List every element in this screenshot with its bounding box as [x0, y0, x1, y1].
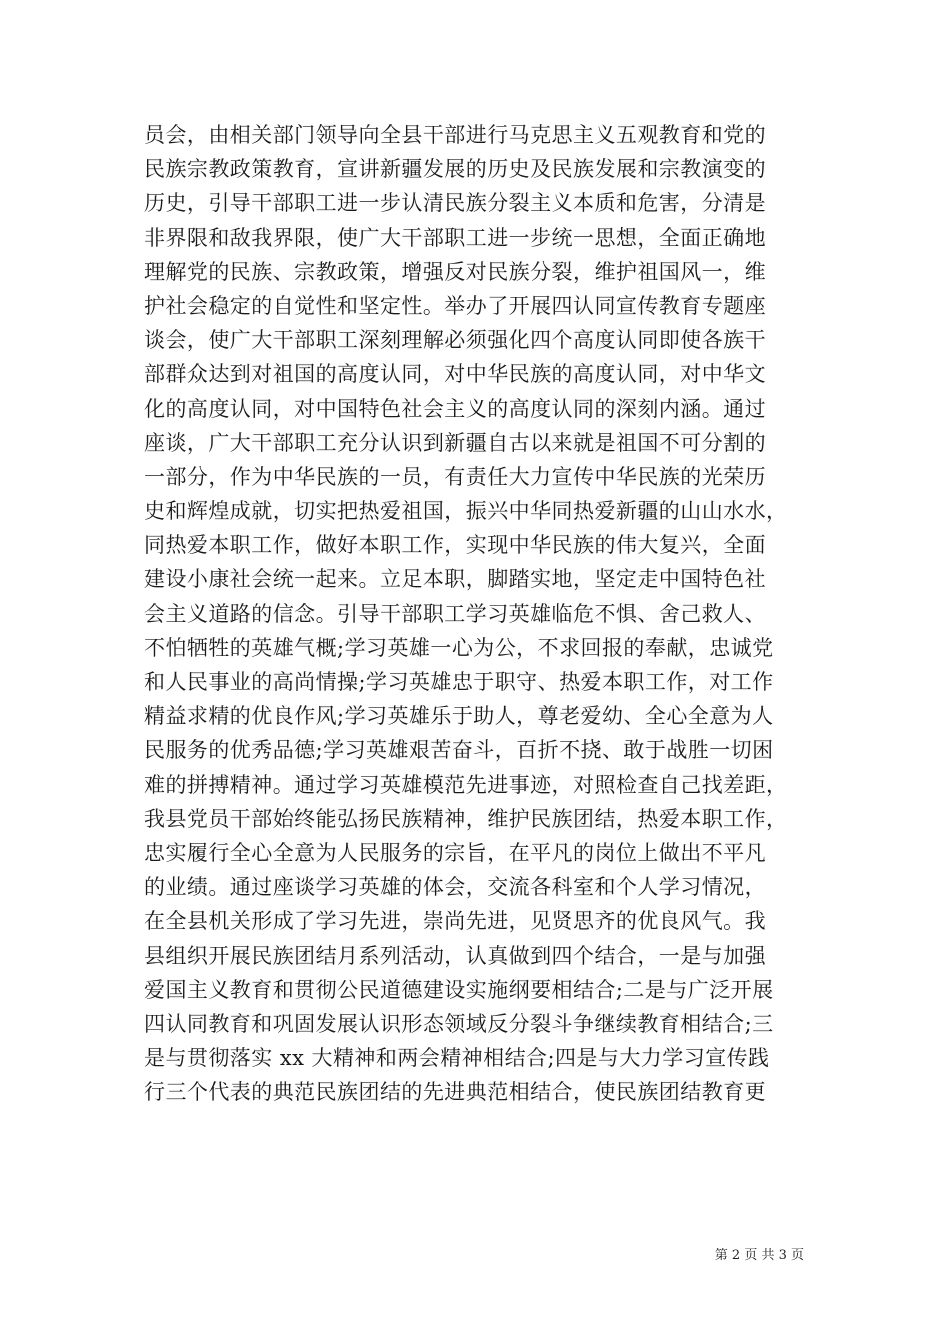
- text-line: 民服务的优秀品德;学习英雄艰苦奋斗，百折不挠、敢于战胜一切困: [144, 738, 774, 763]
- text-line: 难的拼搏精神。通过学习英雄模范先进事迹，对照检查自己找差距，: [144, 772, 788, 797]
- text-line: 忠实履行全心全意为人民服务的宗旨，在平凡的岗位上做出不平凡: [144, 840, 767, 865]
- text-line: 一部分，作为中华民族的一员，有责任大力宣传中华民族的光荣历: [144, 464, 767, 489]
- text-line: 是与贯彻落实 xx 大精神和两会精神相结合;四是与大力学习宣传践: [144, 1046, 770, 1071]
- text-line: 民族宗教政策教育，宣讲新疆发展的历史及民族发展和宗教演变的: [144, 157, 767, 182]
- text-line: 史和辉煌成就，切实把热爱祖国，振兴中华同热爱新疆的山山水水，: [144, 499, 788, 524]
- text-line: 同热爱本职工作，做好本职工作，实现中华民族的伟大复兴，全面: [144, 533, 767, 558]
- text-line: 四认同教育和巩固发展认识形态领域反分裂斗争继续教育相结合;三: [144, 1011, 774, 1036]
- page-number: 第 2 页 共 3 页: [714, 1248, 804, 1263]
- text-line: 谈会，使广大干部职工深刻理解必须强化四个高度认同即使各族干: [144, 328, 767, 353]
- text-line: 不怕牺牲的英雄气概;学习英雄一心为公，不求回报的奉献，忠诚党: [144, 635, 774, 660]
- text-line: 非界限和敌我界限，使广大干部职工进一步统一思想，全面正确地: [144, 225, 767, 250]
- text-line: 员会，由相关部门领导向全县干部进行马克思主义五观教育和党的: [144, 123, 767, 147]
- text-line: 的业绩。通过座谈学习英雄的体会，交流各科室和个人学习情况，: [144, 875, 767, 900]
- text-line: 爱国主义教育和贯彻公民道德建设实施纲要相结合;二是与广泛开展: [144, 977, 774, 1002]
- text-line: 我县党员干部始终能弘扬民族精神，维护民族团结，热爱本职工作，: [144, 806, 788, 831]
- text-line: 和人民事业的高尚情操;学习英雄忠于职守、热爱本职工作，对工作: [144, 670, 774, 694]
- text-line: 化的高度认同，对中国特色社会主义的高度认同的深刻内涵。通过: [144, 396, 767, 421]
- text-line: 精益求精的优良作风;学习英雄乐于助人，尊老爱幼、全心全意为人: [144, 704, 774, 729]
- text-line: 建设小康社会统一起来。立足本职，脚踏实地，坚定走中国特色社: [144, 567, 767, 592]
- body-text: [144, 118, 824, 1109]
- text-line: 行三个代表的典范民族团结的先进典范相结合，使民族团结教育更: [144, 1080, 767, 1105]
- text-line: 县组织开展民族团结月系列活动，认真做到四个结合，一是与加强: [144, 943, 767, 968]
- text-line: 在全县机关形成了学习先进，崇尚先进，见贤思齐的优良风气。我: [144, 909, 767, 934]
- text-line: 历史，引导干部职工进一步认清民族分裂主义本质和危害，分清是: [144, 191, 767, 216]
- text-line: 理解党的民族、宗教政策，增强反对民族分裂，维护祖国风一，维: [144, 259, 767, 284]
- text-line: 部群众达到对祖国的高度认同，对中华民族的高度认同，对中华文: [144, 362, 767, 387]
- text-line: 座谈，广大干部职工充分认识到新疆自古以来就是祖国不可分割的: [144, 430, 767, 455]
- text-line: 护社会稳定的自觉性和坚定性。举办了开展四认同宣传教育专题座: [144, 293, 767, 318]
- text-line: 会主义道路的信念。引导干部职工学习英雄临危不惧、舍己救人、: [144, 601, 767, 626]
